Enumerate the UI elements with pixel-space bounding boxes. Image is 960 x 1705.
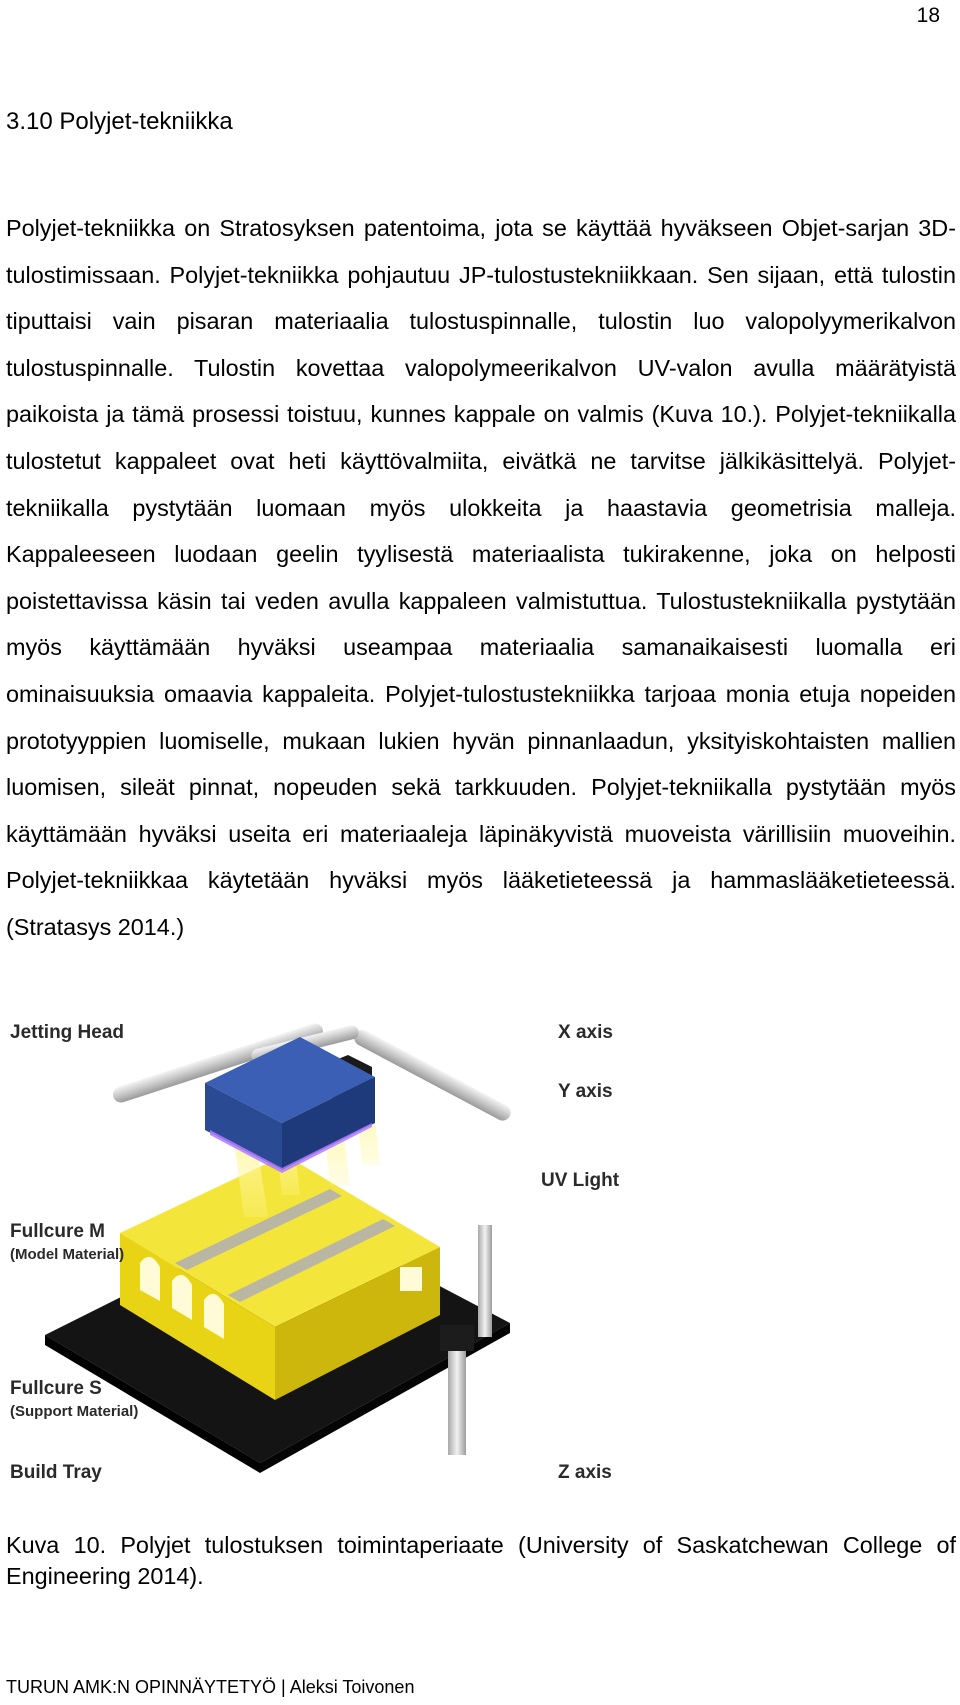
label-y-axis: Y axis <box>558 1081 613 1102</box>
label-build-tray: Build Tray <box>10 1462 102 1483</box>
z-axis-rod-left <box>478 1225 492 1337</box>
page-footer: TURUN AMK:N OPINNÄYTETYÖ | Aleksi Toivonen <box>6 1677 415 1697</box>
label-jetting-head: Jetting Head <box>10 1022 125 1043</box>
label-z-axis: Z axis <box>558 1462 612 1483</box>
label-fullcure-m-sub: (Model Material) <box>10 1246 125 1263</box>
page-number: 18 <box>916 4 940 27</box>
z-axis-rod-lower <box>448 1350 466 1455</box>
label-x-axis: X axis <box>558 1022 613 1043</box>
label-fullcure-m: Fullcure M <box>10 1221 106 1242</box>
label-fullcure-s-sub: (Support Material) <box>10 1403 139 1420</box>
model-window <box>400 1267 422 1291</box>
section-heading: 3.10 Polyjet-tekniikka <box>6 108 233 135</box>
x-axis-rod-right <box>351 1027 513 1123</box>
z-axis-block <box>440 1325 474 1351</box>
figure-caption: Kuva 10. Polyjet tulostuksen toimintaperiaate (University of Saskatchewan College of Engineering 2014). <box>6 1532 956 1589</box>
label-fullcure-s: Fullcure S <box>10 1378 102 1399</box>
polyjet-figure <box>0 1005 620 1495</box>
label-uv-light: UV Light <box>541 1170 620 1191</box>
body-paragraph: Polyjet-tekniikka on Stratosyksen patentoima, jota se käyttää hyväkseen Objet-sarjan 3D- tulostimissaan. Polyjet-tekniikka pohjautuu JP-tulostustekniikkaan. Sen sijaan, että tulostin tiputtaisi vain pisaran materiaalia tulostuspinnalle, tulostin luo valopolyymerikalvon tulostuspinnalle. Tulostin kovettaa valopolymeerikalvon UV-valon avulla määrätyistä paikoista ja tämä prosessi toistuu, kunnes kappale on valmis (Kuva 10.). Polyjet-tekniikalla tulostetut kappaleet ovat heti käyttövalmiita, eivätkä ne tarvitse jälkikäsittelyä. Polyjet-tekniikalla pystytään luomaan myös ulokkeita ja haastavia geometrisia malleja. Kappaleeseen luodaan geelin tyylisestä materiaalista tukirakenne, joka on helposti poistettavissa käsin tai veden avulla kappaleen valmistuttua. Tulostustekniikalla pystytään myös käyttämään hyväksi useampaa materiaalia samanaikaisesti luomalla eri ominaisuuksia omaavia kappaleita. Polyjet-tulostustekniikka tarjoaa monia etuja nopeiden prototyyppien luomiselle, mukaan lukien hyvän pinnanlaadun, yksityiskohtaisten mallien luomisen, sileät pinnat, nopeuden sekä tarkkuuden. Polyjet-tekniikalla pystytään myös käyttämään hyväksi useita eri materiaaleja läpinäkyvistä muoveista värillisiin muoveihin. Polyjet-tekniikkaa käytetään hyväksi myös lääketieteessä ja hammaslääketieteessä. (Stratasys 2014.) <box>6 215 956 940</box>
